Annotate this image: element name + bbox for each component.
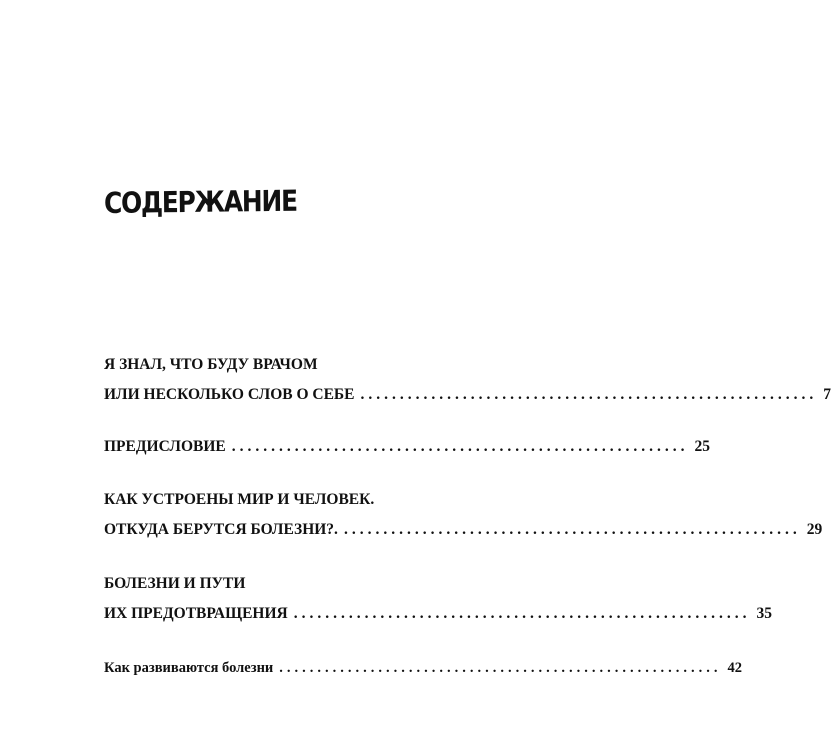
toc-entry-title: ПРЕДИСЛОВИЕ bbox=[104, 438, 226, 455]
dot-leader: .......................................................... bbox=[231, 438, 689, 455]
dot-leader: .......................................................... bbox=[279, 660, 722, 676]
toc-entry-diseases-prevention bbox=[104, 569, 772, 629]
toc-entry-title: Как развиваются болезни bbox=[104, 660, 274, 676]
toc-entry-title: ОТКУДА БЕРУТСЯ БОЛЕЗНИ?. bbox=[104, 521, 338, 538]
page-title: СОДЕРЖАНИЕ bbox=[103, 183, 297, 220]
toc-entry-line: КАК УСТРОЕНЫ МИР И ЧЕЛОВЕК. bbox=[104, 491, 375, 508]
toc-entry-preface bbox=[104, 432, 710, 462]
page-number: 25 bbox=[694, 438, 710, 455]
toc-entry-last-line bbox=[104, 515, 823, 545]
toc-entry-last-line bbox=[104, 599, 772, 629]
toc-entry-how-diseases-develop bbox=[104, 653, 743, 683]
dot-leader: .......................................................... bbox=[293, 605, 751, 622]
toc-entry-last-line bbox=[104, 380, 831, 410]
toc-entry-line: БОЛЕЗНИ И ПУТИ bbox=[104, 575, 246, 592]
toc-entry-last-line bbox=[104, 432, 710, 462]
toc-entry-last-line bbox=[104, 653, 743, 683]
page-number: 29 bbox=[806, 521, 823, 538]
toc-entry-about-author bbox=[104, 350, 831, 410]
dot-leader: .......................................................... bbox=[360, 386, 818, 403]
toc-entry-line: Я ЗНАЛ, ЧТО БУДУ ВРАЧОМ bbox=[104, 356, 318, 373]
dot-leader: .......................................................... bbox=[343, 521, 801, 538]
page-number: 42 bbox=[727, 660, 743, 676]
page-number: 35 bbox=[756, 605, 772, 622]
toc-entry-title: ИЛИ НЕСКОЛЬКО СЛОВ О СЕБЕ bbox=[104, 386, 355, 403]
page-number: 7 bbox=[823, 386, 831, 403]
toc-entry-world-and-man bbox=[104, 485, 823, 545]
toc-entry-title: ИХ ПРЕДОТВРАЩЕНИЯ bbox=[104, 605, 288, 622]
table-of-contents bbox=[104, 350, 831, 683]
